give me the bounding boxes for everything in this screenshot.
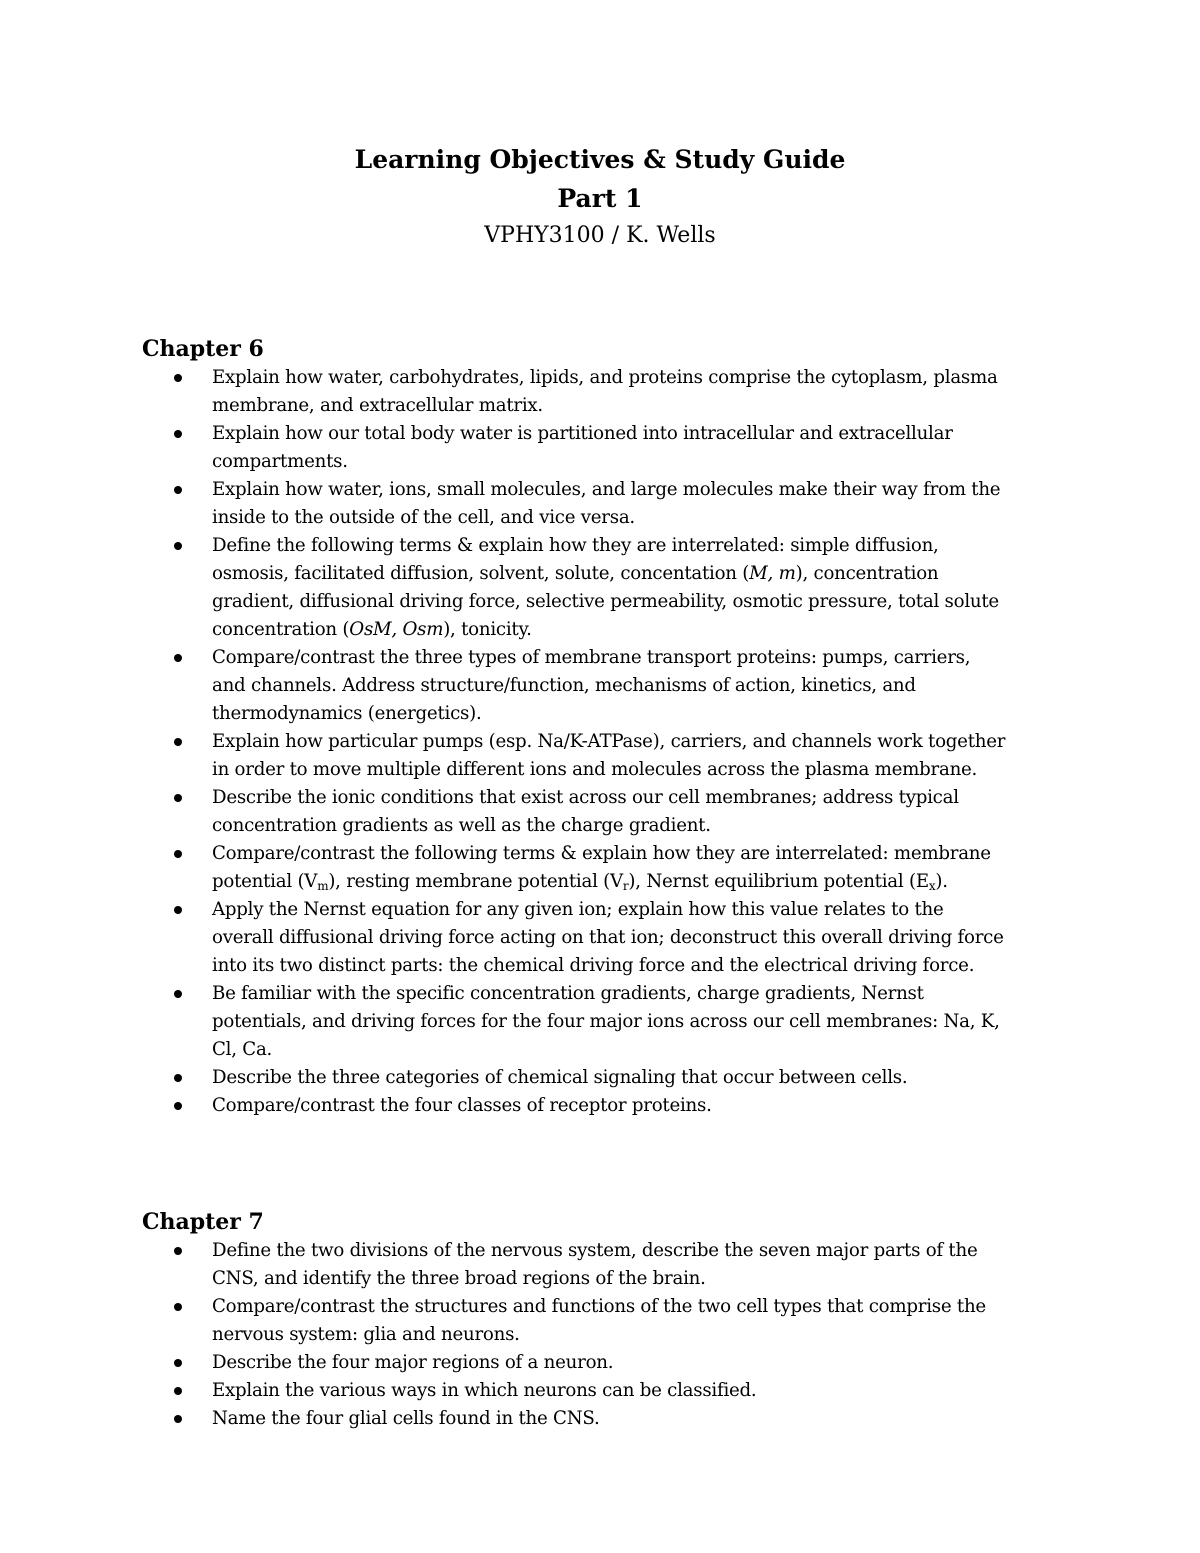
bullet-icon	[174, 1415, 182, 1423]
chapter-6-heading: Chapter 6	[142, 336, 264, 362]
list-item: Describe the four major regions of a neuron.	[0, 1349, 1200, 1377]
list-item: Explain the various ways in which neurons can be classified.	[0, 1377, 1200, 1405]
bullet-icon	[174, 990, 182, 998]
chapter-6-objectives	[0, 364, 1200, 1120]
bullet-icon	[174, 654, 182, 662]
chapter-6-section	[0, 334, 1200, 1120]
list-item: Explain how water, ions, small molecules, and large molecules make their way from the inside to the outside of the cell, and vice versa.	[0, 476, 1200, 532]
bullet-icon	[174, 1102, 182, 1110]
list-item: Explain how particular pumps (esp. Na/K-ATPase), carriers, and channels work together in order to move multiple different ions and molecules across the plasma membrane.	[0, 728, 1200, 784]
bullet-icon	[174, 374, 182, 382]
list-item: Explain how our total body water is partitioned into intracellular and extracellular compartments.	[0, 420, 1200, 476]
bullet-icon	[174, 430, 182, 438]
list-item: Describe the ionic conditions that exist across our cell membranes; address typical concentration gradients as well as the charge gradient.	[0, 784, 1200, 840]
chapter-7-objectives	[0, 1237, 1200, 1433]
bullet-icon	[174, 1359, 182, 1367]
list-item: Explain how water, carbohydrates, lipids, and proteins comprise the cytoplasm, plasma membrane, and extracellular matrix.	[0, 364, 1200, 420]
document-part: Part 1	[557, 184, 643, 213]
bullet-icon	[174, 738, 182, 746]
bullet-icon	[174, 794, 182, 802]
list-item: Be familiar with the specific concentration gradients, charge gradients, Nernst potentials, and driving forces for the four major ions across our cell membranes: Na, K, Cl, Ca.	[0, 980, 1200, 1064]
list-item: Compare/contrast the three types of membrane transport proteins: pumps, carriers, and channels. Address structure/function, mechanisms of action, kinetics, and thermodynamics (energetics).	[0, 644, 1200, 728]
bullet-icon	[174, 1387, 182, 1395]
list-item: Compare/contrast the four classes of receptor proteins.	[0, 1092, 1200, 1120]
list-item: Define the two divisions of the nervous system, describe the seven major parts of the CNS, and identify the three broad regions of the brain.	[0, 1237, 1200, 1293]
chapter-7-section	[0, 1207, 1200, 1433]
bullet-icon	[174, 1247, 182, 1255]
list-item: Compare/contrast the following terms & explain how they are interrelated: membrane potential $(V_m)$, resting membrane potential $(V_r)$, Nernst equilibrium potential $(E_x)$.	[0, 840, 1200, 896]
chapter-7-heading: Chapter 7	[142, 1209, 264, 1235]
bullet-icon	[174, 1074, 182, 1082]
document-title: Learning Objectives & Study Guide	[354, 145, 846, 174]
course-author: VPHY3100 / K. Wells	[484, 223, 716, 248]
bullet-icon	[174, 906, 182, 914]
list-item: Compare/contrast the structures and functions of the two cell types that comprise the nervous system: glia and neurons.	[0, 1293, 1200, 1349]
list-item: Describe the three categories of chemical signaling that occur between cells.	[0, 1064, 1200, 1092]
bullet-icon	[174, 486, 182, 494]
bullet-icon	[174, 850, 182, 858]
list-item: Define the following terms & explain how they are interrelated: simple diffusion, osmosis, facilitated diffusion, solvent, solute, concentation (M, m), concentration gradient, diffusional driving force, selective permeability, osmotic pressure, total solute concentration (OsM, Osm), tonicity.	[0, 532, 1200, 644]
bullet-icon	[174, 1303, 182, 1311]
list-item: Apply the Nernst equation for any given ion; explain how this value relates to the overall diffusional driving force acting on that ion; deconstruct this overall driving force into its two distinct parts: the chemical driving force and the electrical driving force.	[0, 896, 1200, 980]
bullet-icon	[174, 542, 182, 550]
list-item: Name the four glial cells found in the CNS.	[0, 1405, 1200, 1433]
